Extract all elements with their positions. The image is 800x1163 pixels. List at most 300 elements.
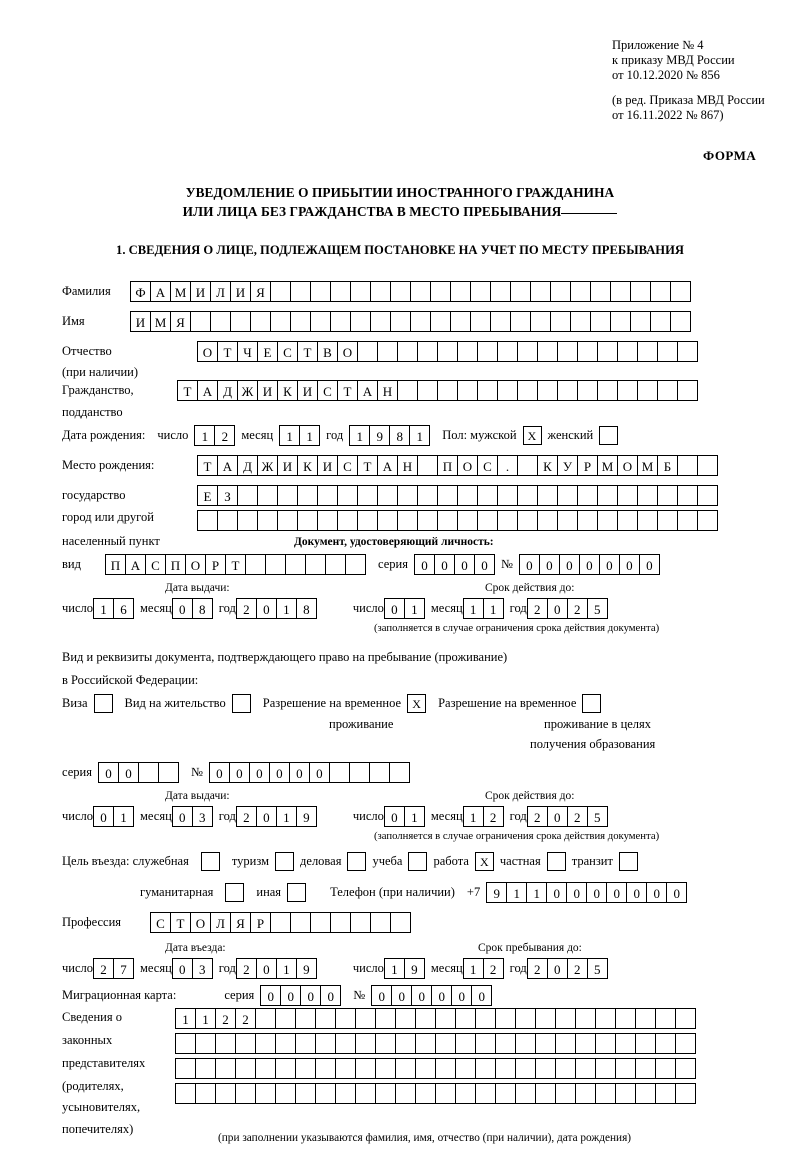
char-cell[interactable]	[535, 1058, 556, 1079]
char-cell[interactable]	[455, 1058, 476, 1079]
char-cell[interactable]	[410, 311, 431, 332]
char-cell[interactable]: 0	[454, 554, 475, 575]
char-cell[interactable]	[175, 1058, 196, 1079]
char-cell[interactable]	[550, 311, 571, 332]
reps-row1-input[interactable]	[175, 1008, 696, 1029]
sex-female-checkbox[interactable]	[599, 426, 618, 445]
char-cell[interactable]: И	[230, 281, 251, 302]
char-cell[interactable]	[370, 912, 391, 933]
char-cell[interactable]	[317, 510, 338, 531]
char-cell[interactable]	[275, 1083, 296, 1104]
char-cell[interactable]	[450, 281, 471, 302]
char-cell[interactable]	[190, 311, 211, 332]
char-cell[interactable]: 1	[409, 425, 430, 446]
char-cell[interactable]	[335, 1033, 356, 1054]
char-cell[interactable]: 9	[404, 958, 425, 979]
char-cell[interactable]: Д	[217, 380, 238, 401]
char-cell[interactable]	[370, 311, 391, 332]
char-cell[interactable]	[657, 380, 678, 401]
char-cell[interactable]: 0	[256, 598, 277, 619]
permit-issue-month-input[interactable]	[172, 806, 213, 827]
char-cell[interactable]	[637, 485, 658, 506]
char-cell[interactable]	[557, 380, 578, 401]
char-cell[interactable]	[577, 485, 598, 506]
char-cell[interactable]	[297, 510, 318, 531]
char-cell[interactable]: 0	[93, 806, 114, 827]
char-cell[interactable]	[235, 1058, 256, 1079]
char-cell[interactable]: 0	[519, 554, 540, 575]
char-cell[interactable]	[255, 1083, 276, 1104]
char-cell[interactable]: Р	[577, 455, 598, 476]
char-cell[interactable]	[677, 510, 698, 531]
char-cell[interactable]: Ч	[237, 341, 258, 362]
char-cell[interactable]: 0	[546, 882, 567, 903]
char-cell[interactable]	[475, 1008, 496, 1029]
char-cell[interactable]	[210, 311, 231, 332]
char-cell[interactable]: 5	[587, 958, 608, 979]
residence-checkbox[interactable]	[232, 694, 251, 713]
char-cell[interactable]	[215, 1033, 236, 1054]
char-cell[interactable]	[158, 762, 179, 783]
char-cell[interactable]: 0	[599, 554, 620, 575]
char-cell[interactable]	[457, 510, 478, 531]
char-cell[interactable]: 0	[579, 554, 600, 575]
char-cell[interactable]	[397, 510, 418, 531]
migration-series-input[interactable]	[260, 985, 341, 1006]
char-cell[interactable]: И	[277, 455, 298, 476]
char-cell[interactable]	[537, 510, 558, 531]
char-cell[interactable]	[677, 485, 698, 506]
char-cell[interactable]	[285, 554, 306, 575]
char-cell[interactable]	[270, 311, 291, 332]
char-cell[interactable]	[575, 1083, 596, 1104]
char-cell[interactable]	[597, 341, 618, 362]
char-cell[interactable]	[470, 311, 491, 332]
char-cell[interactable]: 0	[559, 554, 580, 575]
char-cell[interactable]: Т	[225, 554, 246, 575]
char-cell[interactable]: 0	[309, 762, 330, 783]
char-cell[interactable]	[517, 485, 538, 506]
char-cell[interactable]	[617, 380, 638, 401]
char-cell[interactable]	[395, 1033, 416, 1054]
char-cell[interactable]	[615, 1033, 636, 1054]
char-cell[interactable]	[677, 455, 698, 476]
char-cell[interactable]: 2	[527, 598, 548, 619]
char-cell[interactable]	[637, 341, 658, 362]
char-cell[interactable]: Т	[337, 380, 358, 401]
char-cell[interactable]	[577, 341, 598, 362]
char-cell[interactable]	[335, 1083, 356, 1104]
char-cell[interactable]: Я	[170, 311, 191, 332]
char-cell[interactable]	[497, 485, 518, 506]
char-cell[interactable]: 1	[276, 958, 297, 979]
char-cell[interactable]	[230, 311, 251, 332]
char-cell[interactable]: 0	[566, 882, 587, 903]
char-cell[interactable]: 1	[175, 1008, 196, 1029]
char-cell[interactable]: 8	[296, 598, 317, 619]
char-cell[interactable]	[617, 341, 638, 362]
char-cell[interactable]: 2	[215, 1008, 236, 1029]
char-cell[interactable]: 1	[276, 598, 297, 619]
char-cell[interactable]: С	[277, 341, 298, 362]
char-cell[interactable]	[537, 485, 558, 506]
char-cell[interactable]: И	[190, 281, 211, 302]
char-cell[interactable]: 1	[463, 958, 484, 979]
char-cell[interactable]	[597, 485, 618, 506]
char-cell[interactable]	[670, 281, 691, 302]
char-cell[interactable]	[550, 281, 571, 302]
char-cell[interactable]	[335, 1058, 356, 1079]
char-cell[interactable]	[637, 380, 658, 401]
char-cell[interactable]: 7	[113, 958, 134, 979]
char-cell[interactable]: 0	[471, 985, 492, 1006]
char-cell[interactable]	[295, 1058, 316, 1079]
char-cell[interactable]	[697, 510, 718, 531]
char-cell[interactable]: 0	[256, 806, 277, 827]
char-cell[interactable]	[650, 281, 671, 302]
char-cell[interactable]	[477, 380, 498, 401]
identity-type-input[interactable]	[105, 554, 366, 575]
char-cell[interactable]	[557, 341, 578, 362]
char-cell[interactable]	[375, 1083, 396, 1104]
char-cell[interactable]	[138, 762, 159, 783]
char-cell[interactable]: 2	[567, 806, 588, 827]
char-cell[interactable]	[395, 1058, 416, 1079]
char-cell[interactable]	[305, 554, 326, 575]
char-cell[interactable]	[290, 311, 311, 332]
char-cell[interactable]: 0	[209, 762, 230, 783]
char-cell[interactable]	[310, 912, 331, 933]
char-cell[interactable]	[175, 1083, 196, 1104]
permit-valid-year-input[interactable]	[527, 806, 608, 827]
char-cell[interactable]: 0	[431, 985, 452, 1006]
char-cell[interactable]	[555, 1033, 576, 1054]
char-cell[interactable]	[517, 510, 538, 531]
char-cell[interactable]: Л	[210, 912, 231, 933]
char-cell[interactable]: 0	[547, 958, 568, 979]
char-cell[interactable]	[397, 380, 418, 401]
char-cell[interactable]: Ф	[130, 281, 151, 302]
char-cell[interactable]: А	[217, 455, 238, 476]
char-cell[interactable]	[265, 554, 286, 575]
char-cell[interactable]: Т	[297, 341, 318, 362]
char-cell[interactable]: А	[150, 281, 171, 302]
char-cell[interactable]	[515, 1083, 536, 1104]
char-cell[interactable]: А	[357, 380, 378, 401]
char-cell[interactable]	[370, 281, 391, 302]
permit-valid-month-input[interactable]	[463, 806, 504, 827]
char-cell[interactable]	[595, 1083, 616, 1104]
char-cell[interactable]	[590, 281, 611, 302]
char-cell[interactable]	[390, 311, 411, 332]
char-cell[interactable]: Б	[657, 455, 678, 476]
stay-year-input[interactable]	[527, 958, 608, 979]
purpose-private-checkbox[interactable]	[547, 852, 566, 871]
char-cell[interactable]: 2	[567, 958, 588, 979]
char-cell[interactable]	[329, 762, 350, 783]
char-cell[interactable]	[417, 485, 438, 506]
char-cell[interactable]	[270, 281, 291, 302]
profession-input[interactable]	[150, 912, 411, 933]
char-cell[interactable]	[435, 1083, 456, 1104]
char-cell[interactable]	[417, 341, 438, 362]
stay-month-input[interactable]	[463, 958, 504, 979]
char-cell[interactable]: А	[197, 380, 218, 401]
char-cell[interactable]	[217, 510, 238, 531]
char-cell[interactable]: С	[150, 912, 171, 933]
char-cell[interactable]	[515, 1008, 536, 1029]
char-cell[interactable]: Р	[205, 554, 226, 575]
char-cell[interactable]	[497, 341, 518, 362]
char-cell[interactable]: В	[317, 341, 338, 362]
char-cell[interactable]	[195, 1033, 216, 1054]
char-cell[interactable]	[570, 281, 591, 302]
char-cell[interactable]	[357, 510, 378, 531]
char-cell[interactable]	[595, 1008, 616, 1029]
char-cell[interactable]	[357, 485, 378, 506]
purpose-transit-checkbox[interactable]	[619, 852, 638, 871]
char-cell[interactable]	[395, 1008, 416, 1029]
char-cell[interactable]: 0	[451, 985, 472, 1006]
char-cell[interactable]: О	[337, 341, 358, 362]
char-cell[interactable]	[255, 1033, 276, 1054]
char-cell[interactable]	[597, 510, 618, 531]
char-cell[interactable]	[355, 1008, 376, 1029]
char-cell[interactable]: 2	[93, 958, 114, 979]
char-cell[interactable]	[315, 1008, 336, 1029]
char-cell[interactable]	[677, 341, 698, 362]
char-cell[interactable]: 2	[483, 958, 504, 979]
char-cell[interactable]	[517, 455, 538, 476]
char-cell[interactable]: 0	[547, 806, 568, 827]
reps-row3-input[interactable]	[175, 1058, 696, 1079]
char-cell[interactable]: М	[637, 455, 658, 476]
char-cell[interactable]	[315, 1033, 336, 1054]
char-cell[interactable]: 1	[93, 598, 114, 619]
char-cell[interactable]: 1	[506, 882, 527, 903]
char-cell[interactable]	[635, 1008, 656, 1029]
char-cell[interactable]	[390, 912, 411, 933]
char-cell[interactable]	[595, 1058, 616, 1079]
char-cell[interactable]: О	[197, 341, 218, 362]
char-cell[interactable]	[389, 762, 410, 783]
char-cell[interactable]: Т	[357, 455, 378, 476]
char-cell[interactable]	[675, 1083, 696, 1104]
char-cell[interactable]	[215, 1083, 236, 1104]
char-cell[interactable]: Т	[197, 455, 218, 476]
char-cell[interactable]	[275, 1008, 296, 1029]
identity-valid-day-input[interactable]	[384, 598, 425, 619]
char-cell[interactable]	[297, 485, 318, 506]
char-cell[interactable]: С	[317, 380, 338, 401]
char-cell[interactable]	[337, 510, 358, 531]
char-cell[interactable]	[357, 341, 378, 362]
birthplace-row1-input[interactable]	[197, 455, 718, 476]
char-cell[interactable]: М	[170, 281, 191, 302]
char-cell[interactable]	[675, 1033, 696, 1054]
char-cell[interactable]: 1	[483, 598, 504, 619]
char-cell[interactable]	[630, 311, 651, 332]
char-cell[interactable]	[355, 1033, 376, 1054]
char-cell[interactable]: М	[150, 311, 171, 332]
char-cell[interactable]	[435, 1033, 456, 1054]
char-cell[interactable]	[255, 1058, 276, 1079]
char-cell[interactable]	[495, 1033, 516, 1054]
char-cell[interactable]: 8	[389, 425, 410, 446]
entry-month-input[interactable]	[172, 958, 213, 979]
char-cell[interactable]	[395, 1083, 416, 1104]
char-cell[interactable]	[617, 485, 638, 506]
char-cell[interactable]	[290, 912, 311, 933]
char-cell[interactable]	[455, 1008, 476, 1029]
char-cell[interactable]	[637, 510, 658, 531]
char-cell[interactable]: 9	[296, 806, 317, 827]
char-cell[interactable]: 0	[411, 985, 432, 1006]
char-cell[interactable]	[635, 1033, 656, 1054]
char-cell[interactable]	[410, 281, 431, 302]
char-cell[interactable]	[377, 485, 398, 506]
char-cell[interactable]	[517, 380, 538, 401]
char-cell[interactable]	[237, 510, 258, 531]
char-cell[interactable]: Я	[250, 281, 271, 302]
char-cell[interactable]	[317, 485, 338, 506]
char-cell[interactable]	[530, 311, 551, 332]
char-cell[interactable]	[257, 485, 278, 506]
char-cell[interactable]: К	[277, 380, 298, 401]
char-cell[interactable]	[697, 485, 718, 506]
char-cell[interactable]: 0	[384, 806, 405, 827]
char-cell[interactable]	[510, 311, 531, 332]
char-cell[interactable]: 0	[639, 554, 660, 575]
char-cell[interactable]: 1	[463, 806, 484, 827]
identity-number-input[interactable]	[519, 554, 660, 575]
birthplace-row3-input[interactable]	[197, 510, 718, 531]
char-cell[interactable]	[530, 281, 551, 302]
char-cell[interactable]	[175, 1033, 196, 1054]
char-cell[interactable]: 2	[214, 425, 235, 446]
birth-year-input[interactable]	[349, 425, 430, 446]
entry-day-input[interactable]	[93, 958, 134, 979]
purpose-other-checkbox[interactable]	[287, 883, 306, 902]
char-cell[interactable]	[497, 510, 518, 531]
char-cell[interactable]: 0	[474, 554, 495, 575]
char-cell[interactable]	[595, 1033, 616, 1054]
char-cell[interactable]	[335, 1008, 356, 1029]
char-cell[interactable]	[375, 1008, 396, 1029]
char-cell[interactable]	[697, 455, 718, 476]
char-cell[interactable]: 0	[384, 598, 405, 619]
edu-permit-checkbox[interactable]	[582, 694, 601, 713]
char-cell[interactable]	[450, 311, 471, 332]
char-cell[interactable]: Н	[397, 455, 418, 476]
char-cell[interactable]: 1	[195, 1008, 216, 1029]
char-cell[interactable]	[355, 1083, 376, 1104]
char-cell[interactable]: Т	[170, 912, 191, 933]
char-cell[interactable]: 0	[434, 554, 455, 575]
char-cell[interactable]	[677, 380, 698, 401]
char-cell[interactable]: 5	[587, 806, 608, 827]
char-cell[interactable]	[415, 1083, 436, 1104]
char-cell[interactable]	[195, 1083, 216, 1104]
char-cell[interactable]	[495, 1083, 516, 1104]
char-cell[interactable]: О	[457, 455, 478, 476]
char-cell[interactable]	[555, 1083, 576, 1104]
char-cell[interactable]	[345, 554, 366, 575]
char-cell[interactable]: 1	[463, 598, 484, 619]
char-cell[interactable]	[430, 311, 451, 332]
char-cell[interactable]: 2	[235, 1008, 256, 1029]
birth-day-input[interactable]	[194, 425, 235, 446]
char-cell[interactable]	[495, 1008, 516, 1029]
purpose-study-checkbox[interactable]	[408, 852, 427, 871]
char-cell[interactable]: 0	[256, 958, 277, 979]
char-cell[interactable]: 2	[527, 958, 548, 979]
char-cell[interactable]: П	[437, 455, 458, 476]
char-cell[interactable]	[557, 510, 578, 531]
phone-input[interactable]	[486, 882, 687, 903]
char-cell[interactable]: 3	[192, 806, 213, 827]
char-cell[interactable]	[617, 510, 638, 531]
char-cell[interactable]: 2	[236, 806, 257, 827]
char-cell[interactable]	[655, 1083, 676, 1104]
char-cell[interactable]	[577, 380, 598, 401]
char-cell[interactable]	[350, 912, 371, 933]
char-cell[interactable]	[355, 1058, 376, 1079]
char-cell[interactable]: И	[257, 380, 278, 401]
char-cell[interactable]: .	[497, 455, 518, 476]
char-cell[interactable]	[615, 1083, 636, 1104]
temp-permit-checkbox[interactable]: Х	[407, 694, 426, 713]
char-cell[interactable]	[650, 311, 671, 332]
char-cell[interactable]	[315, 1058, 336, 1079]
char-cell[interactable]	[455, 1033, 476, 1054]
identity-series-input[interactable]	[414, 554, 495, 575]
char-cell[interactable]	[615, 1008, 636, 1029]
char-cell[interactable]: 1	[526, 882, 547, 903]
char-cell[interactable]: Л	[210, 281, 231, 302]
char-cell[interactable]	[290, 281, 311, 302]
char-cell[interactable]: 0	[666, 882, 687, 903]
char-cell[interactable]: 2	[527, 806, 548, 827]
char-cell[interactable]	[657, 510, 678, 531]
char-cell[interactable]: 3	[192, 958, 213, 979]
char-cell[interactable]: Т	[217, 341, 238, 362]
citizenship-input[interactable]	[177, 380, 698, 401]
char-cell[interactable]	[490, 281, 511, 302]
char-cell[interactable]	[457, 485, 478, 506]
patronymic-input[interactable]	[197, 341, 698, 362]
char-cell[interactable]	[597, 380, 618, 401]
char-cell[interactable]	[457, 380, 478, 401]
char-cell[interactable]: 0	[118, 762, 139, 783]
char-cell[interactable]	[515, 1058, 536, 1079]
char-cell[interactable]: 2	[236, 958, 257, 979]
char-cell[interactable]: 0	[260, 985, 281, 1006]
char-cell[interactable]	[377, 341, 398, 362]
char-cell[interactable]	[235, 1083, 256, 1104]
permit-number-input[interactable]	[209, 762, 410, 783]
char-cell[interactable]: 1	[349, 425, 370, 446]
char-cell[interactable]: 0	[606, 882, 627, 903]
char-cell[interactable]: К	[297, 455, 318, 476]
char-cell[interactable]: 0	[414, 554, 435, 575]
char-cell[interactable]	[575, 1008, 596, 1029]
char-cell[interactable]	[295, 1008, 316, 1029]
char-cell[interactable]	[570, 311, 591, 332]
purpose-work-checkbox[interactable]: Х	[475, 852, 494, 871]
char-cell[interactable]	[475, 1058, 496, 1079]
char-cell[interactable]: 0	[320, 985, 341, 1006]
